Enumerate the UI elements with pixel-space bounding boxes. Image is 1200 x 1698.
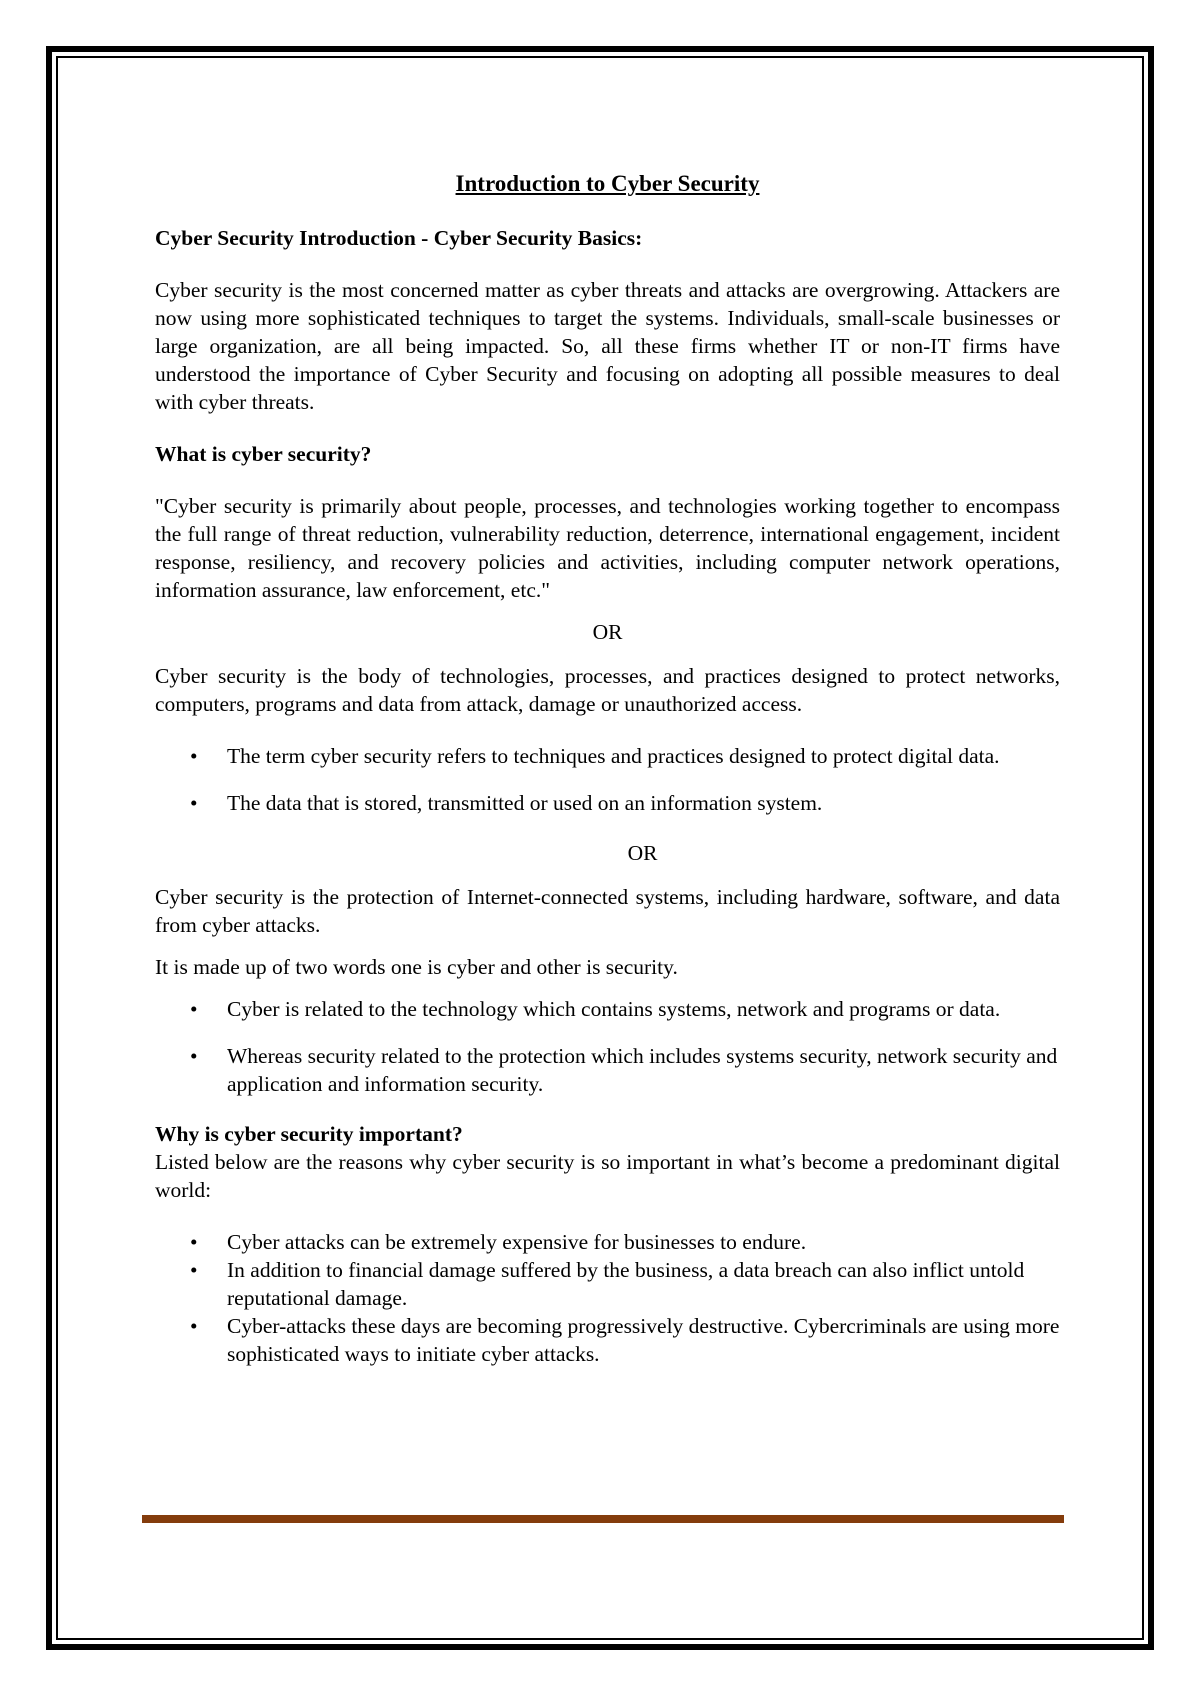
list-item	[155, 1256, 1060, 1312]
definition-body: Cyber security is the body of technologies, processes, and practices designed to protect networks, computers, programs and data from attack, damage or unauthorized access.	[155, 664, 1060, 716]
list-item	[155, 1042, 1060, 1098]
document-body	[155, 170, 1060, 1390]
definition-quote: "Cyber security is primarily about people, processes, and technologies working together to encompass the full range of threat reduction, vulnerability reduction, deterrence, international engagement, incident response, resiliency, and recovery policies and activities, including computer network operations, information assurance, law enforcement, etc."	[155, 494, 1060, 602]
why-bullet-list	[155, 1228, 1060, 1368]
list-item	[155, 1312, 1060, 1368]
list-item-text: Whereas security related to the protection which includes systems security, network security and application and information security.	[227, 1044, 1058, 1096]
two-words-text: It is made up of two words one is cyber and other is security.	[155, 955, 678, 979]
what-heading: What is cyber security?	[155, 442, 372, 466]
intro-paragraph: Cyber security is the most concerned matter as cyber threats and attacks are overgrowing. Attackers are now using more sophisticated techniques to target the systems. Individuals, small-scale businesses or large organization, are all being impacted. So, all these firms whether IT or non-IT firms have understood the importance of Cyber Security and focusing on adopting all possible measures to deal with cyber threats.	[155, 278, 1060, 414]
bullet-icon: •	[190, 1230, 198, 1254]
bullet-icon: •	[190, 1258, 198, 1282]
list-item	[155, 1228, 1060, 1256]
word-bullet-list	[155, 995, 1060, 1098]
document-title: Introduction to Cyber Security	[455, 171, 760, 196]
intro-heading: Cyber Security Introduction - Cyber Security Basics:	[155, 226, 643, 250]
list-item-text: The term cyber security refers to techniques and practices designed to protect digital data.	[227, 744, 1000, 768]
list-item	[155, 789, 1060, 817]
list-item-text: In addition to financial damage suffered by the business, a data breach can also inflict untold reputational damage.	[227, 1258, 1025, 1310]
why-heading: Why is cyber security important?	[155, 1122, 463, 1146]
definition-bullet-list	[155, 742, 1060, 817]
why-intro: Listed below are the reasons why cyber security is so important in what’s become a predominant digital world:	[155, 1150, 1060, 1202]
definition-protection: Cyber security is the protection of Internet-connected systems, including hardware, software, and data from cyber attacks.	[155, 885, 1060, 937]
bullet-icon: •	[190, 791, 198, 815]
footer-rule	[142, 1515, 1064, 1523]
bullet-icon: •	[190, 1044, 198, 1068]
list-item	[155, 995, 1060, 1023]
list-item-text: Cyber is related to the technology which contains systems, network and programs or data.	[227, 997, 1001, 1021]
list-item-text: Cyber-attacks these days are becoming progressively destructive. Cybercriminals are using more sophisticated ways to initiate cyber attacks.	[227, 1314, 1060, 1366]
bullet-icon: •	[190, 744, 198, 768]
list-item	[155, 742, 1060, 770]
bullet-icon: •	[190, 997, 198, 1021]
list-item-text: Cyber attacks can be extremely expensive for businesses to endure.	[227, 1230, 807, 1254]
or-separator-2: OR	[627, 841, 658, 865]
list-item-text: The data that is stored, transmitted or used on an information system.	[227, 791, 823, 815]
bullet-icon: •	[190, 1314, 198, 1338]
or-separator-1: OR	[592, 620, 623, 644]
